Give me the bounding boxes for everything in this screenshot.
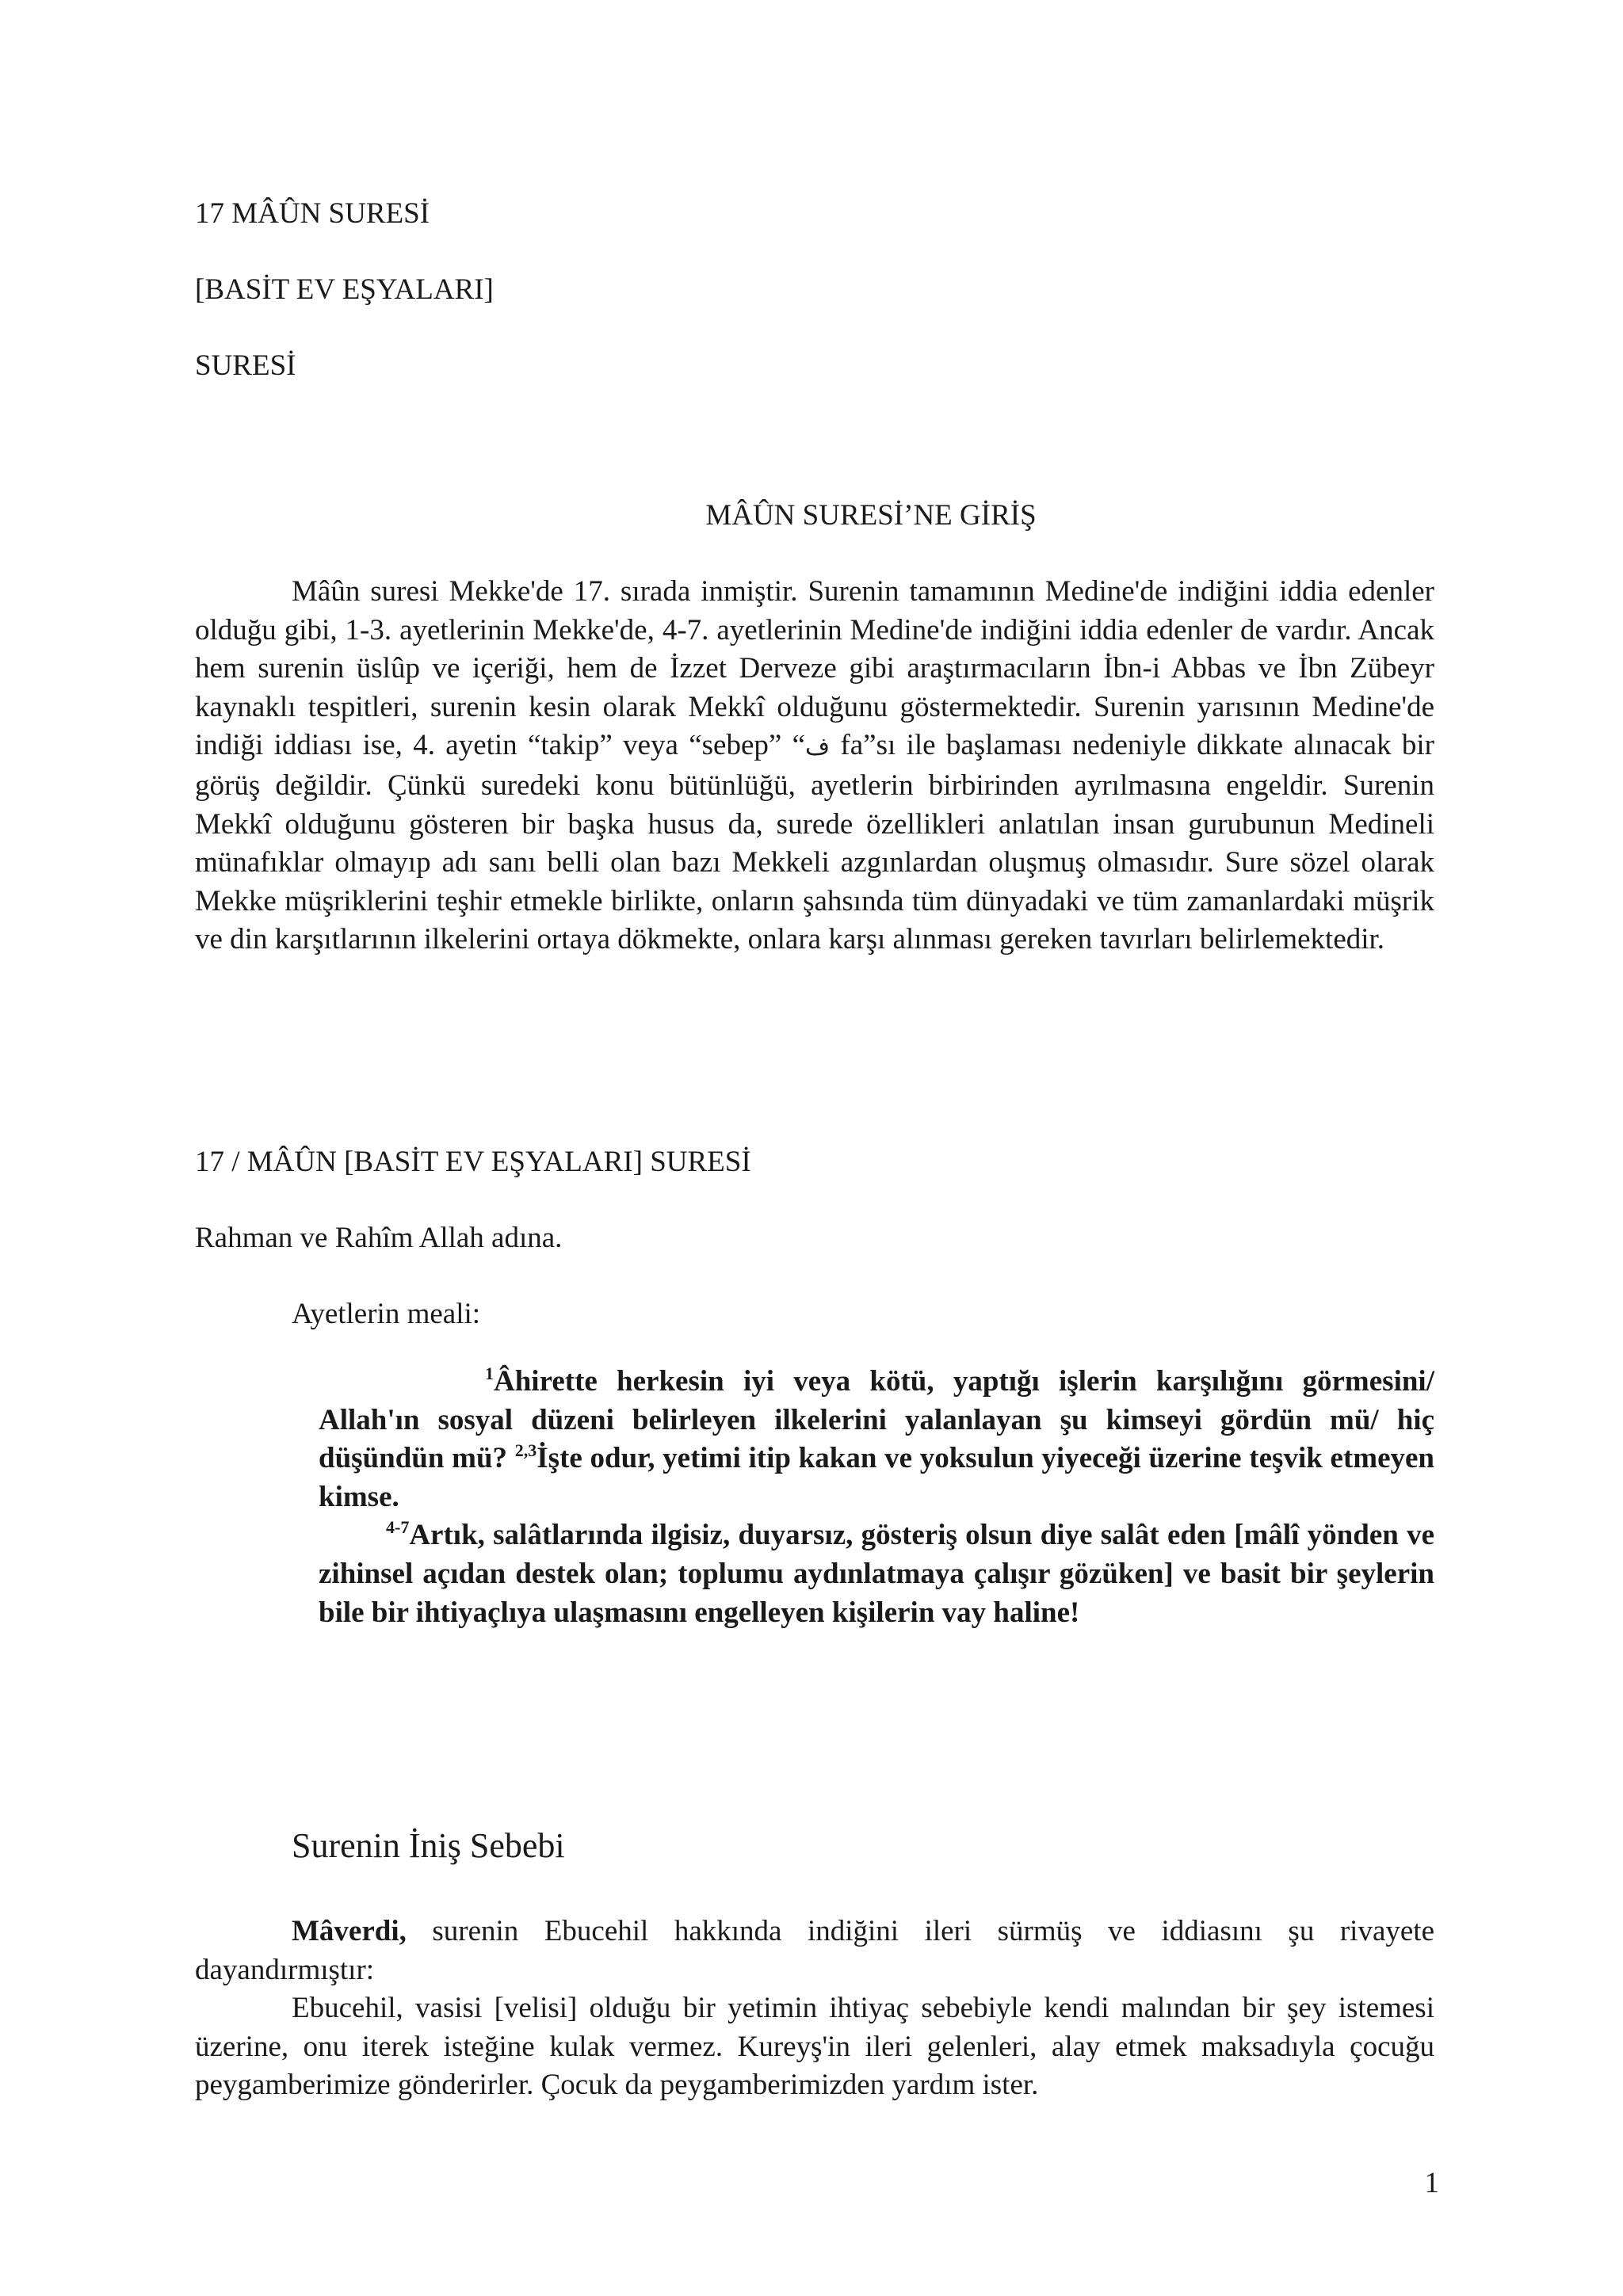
verse-4-7-text: Artık, salâtlarında ilgisiz, duyarsız, gösteriş olsun diye salât eden [mâlî yönden ve zihinsel açıdan destek olan; toplumu aydınlatmaya çalışır gözüken] ve basit bir şeylerin bile bir ihtiyaçlıya ulaşmasını engelleyen kişilerin vay haline!	[319, 1519, 1434, 1629]
sura-heading: 17 / MÂÛN [BASİT EV EŞYALARI] SURESİ	[195, 1146, 751, 1178]
cause-paragraphs	[195, 1913, 1434, 2105]
maverdi-name: Mâverdi,	[292, 1915, 407, 1947]
header-line-1: 17 MÂÛN SURESİ	[195, 197, 430, 230]
verse-number-4-7: 4-7	[386, 1517, 410, 1538]
cause-p2-text: Ebucehil, vasisi [velisi] olduğu bir yetimin ihtiyaç sebebiyle kendi malından bir şey istemesi üzerine, onu iterek isteğine kulak vermez. Kureyş'in ileri gelenleri, alay etmek maksadıyla çocuğu peygamberimize gönderirler. Çocuk da peygamberimizden yardım ister.	[195, 1992, 1434, 2102]
verse-number-1: 1	[485, 1363, 494, 1383]
header-line-2: [BASİT EV EŞYALARI]	[195, 273, 494, 306]
header-line-3: SURESİ	[195, 349, 296, 382]
page-number: 1	[1424, 2167, 1439, 2199]
arabic-letter-fa: ف	[805, 733, 831, 761]
verse-2-3-text: İşte odur, yetimi itip kakan ve yoksulun yiyeceği üzerine teşvik etmeyen kimse.	[319, 1442, 1435, 1513]
intro-text-part1: Mâûn suresi Mekke'de 17. sırada inmiştir. Surenin tamamının Medine'de indiğini iddia edenler olduğu gibi, 1-3. ayetlerinin Mekke'de, 4-7. ayetlerinin Medine'de indiğini iddia edenler de vardır. Ancak hem surenin üslûp ve içeriği, hem de İzzet Derveze gibi araştırmacıların İbn-i Abbas ve İbn Zübeyr kaynaklı tespitleri, surenin kesin olarak Mekkî olduğunu göstermektedir. Surenin yarısının Medine'de indiği iddiası ise, 4. ayetin “takip” veya “sebep” “	[195, 575, 1434, 762]
intro-paragraph	[195, 573, 1434, 959]
verse-number-2-3: 2,3	[514, 1440, 537, 1461]
cause-p1-text: surenin Ebucehil hakkında indiğini ileri sürmüş ve iddiasını şu rivayete dayandırmıştır:	[195, 1915, 1434, 1986]
intro-title: MÂÛN SURESİ’NE GİRİŞ	[705, 499, 1037, 532]
verses-block	[319, 1363, 1434, 1632]
verse-1-text: Âhirette herkesin iyi veya kötü, yaptığı işlerin karşılığını görmesini/ Allah'ın sosyal düzeni belirleyen ilkelerini yalanlayan şu kimseyi gördün mü/ hiç düşündün mü?	[319, 1365, 1434, 1475]
basmala: Rahman ve Rahîm Allah adına.	[195, 1222, 563, 1254]
cause-heading: Surenin İniş Sebebi	[292, 1826, 565, 1865]
intro-text-part2: fa”sı ile başlaması nedeniyle dikkate alınacak bir görüş değildir. Çünkü suredeki konu bütünlüğü, ayetlerin birbirinden ayrılmasına engeldir. Surenin Mekkî olduğunu gösteren bir başka husus da, surede özellikleri anlatılan insan gurubunun Medineli münafıklar olmayıp adı sanı belli olan bazı Mekkeli azgınlardan oluşmuş olmasıdır. Sure sözel olarak Mekke müşriklerini teşhir etmekle birlikte, onların şahsında tüm dünyadaki ve tüm zamanlardaki müşrik ve din karşıtlarının ilkelerini ortaya dökmekte, onlara karşı alınması gereken tavırları belirlemektedir.	[195, 729, 1435, 956]
meal-label: Ayetlerin meali:	[292, 1298, 481, 1330]
